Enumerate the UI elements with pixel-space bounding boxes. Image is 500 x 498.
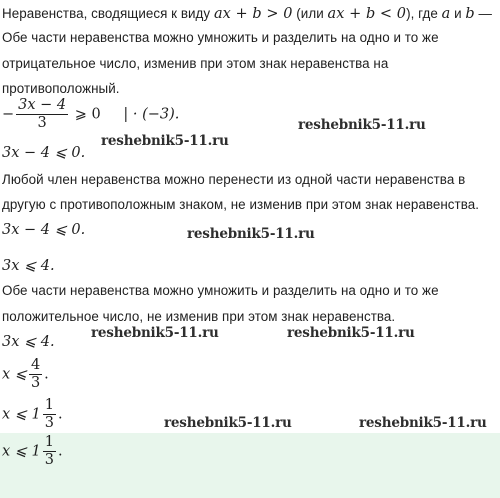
step-1-denominator: 3 <box>37 114 47 131</box>
step-7-end: . <box>58 406 63 423</box>
step-1-multiplier: | · (−3). <box>123 106 180 123</box>
paragraph-1-line-2: отрицательное число, изменив при этом знак неравенства на <box>2 56 389 71</box>
step-6-numerator: 4 <box>30 357 41 373</box>
intro-var-a: a <box>441 6 451 22</box>
step-2-inequality: 3x − 4 ⩽ 0. <box>2 145 86 161</box>
watermark: reshebnik5-11.ru <box>287 325 415 341</box>
step-7-inequality <box>2 397 63 432</box>
paragraph-2-line-1: Любой член неравенства можно перенести из одной части неравенства в <box>2 172 466 187</box>
intro-var-b: b <box>465 6 475 22</box>
intro-text-before: Неравенства, сводящиеся к виду <box>2 6 214 21</box>
step-1-inequality <box>2 97 179 132</box>
watermark: reshebnik5-11.ru <box>164 415 292 431</box>
step-1-relation: ⩾ 0 <box>74 106 101 123</box>
step-1-fraction <box>16 97 68 132</box>
step-6-inequality <box>2 357 49 392</box>
step-6-fraction <box>29 357 42 392</box>
answer-highlight <box>0 433 500 498</box>
answer-lhs: x ⩽ 1 <box>2 443 41 460</box>
intro-expr-1: ax + b > 0 <box>213 6 293 22</box>
step-4-inequality: 3x ⩽ 4. <box>2 258 55 274</box>
answer-fraction <box>43 434 56 469</box>
step-7-numerator: 1 <box>44 397 55 413</box>
watermark: reshebnik5-11.ru <box>187 226 315 242</box>
answer-denominator: 3 <box>44 451 55 468</box>
watermark: reshebnik5-11.ru <box>91 325 219 341</box>
step-7-fraction <box>43 397 56 432</box>
step-6-end: . <box>44 366 49 383</box>
step-1-minus: − <box>2 106 15 123</box>
intro-text-mid: (или <box>292 6 328 21</box>
step-3-inequality: 3x − 4 ⩽ 0. <box>2 222 86 238</box>
answer-inequality <box>2 434 63 469</box>
answer-end: . <box>58 443 63 460</box>
intro-line <box>2 6 492 22</box>
paragraph-1-line-1: Обе части неравенства можно умножить и разделить на одно и то же <box>2 30 439 45</box>
intro-and: и <box>450 6 466 21</box>
step-6-denominator: 3 <box>30 374 41 391</box>
watermark: reshebnik5-11.ru <box>298 117 426 133</box>
paragraph-1-line-3: противоположный. <box>2 81 120 96</box>
paragraph-3-line-1: Обе части неравенства можно умножить и разделить на одно и то же <box>2 283 439 298</box>
paragraph-2-line-2: другую с противоположным знаком, не изменив при этом знак неравенства. <box>2 197 479 212</box>
step-5-inequality: 3x ⩽ 4. <box>2 334 55 350</box>
watermark: reshebnik5-11.ru <box>359 415 487 431</box>
intro-text-after: ), где <box>406 6 442 21</box>
paragraph-3-line-2: положительное число, не изменив при этом знак неравенства. <box>2 309 396 324</box>
intro-dash: — <box>474 6 492 21</box>
intro-expr-2: ax + b < 0 <box>327 6 407 22</box>
watermark: reshebnik5-11.ru <box>101 133 229 149</box>
step-7-denominator: 3 <box>44 414 55 431</box>
answer-numerator: 1 <box>44 434 55 450</box>
step-1-numerator: 3x − 4 <box>18 97 67 113</box>
step-7-lhs: x ⩽ 1 <box>2 406 41 423</box>
step-6-lhs: x ⩽ <box>2 366 27 383</box>
